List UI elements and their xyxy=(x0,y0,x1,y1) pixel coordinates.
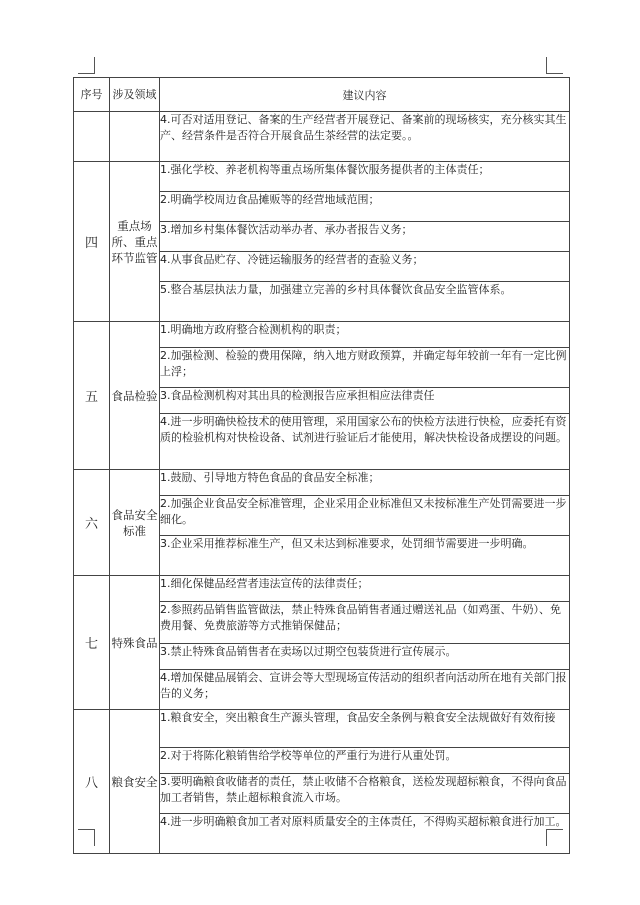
section-field: 重点场所、重点环节监管 xyxy=(110,162,160,322)
section-field: 特殊食品 xyxy=(110,576,160,710)
suggestion-item: 1.细化保健品经营者违法宣传的法律责任； xyxy=(160,576,570,602)
section-num xyxy=(74,112,110,162)
crop-mark-top-left xyxy=(78,57,95,74)
suggestion-item: 4.增加保健品展销会、宣讲会等大型现场宣传活动的组织者向活动所在地有关部门报告的义务； xyxy=(160,670,570,710)
section-field: 粮食安全 xyxy=(110,710,160,854)
section-num: 四 xyxy=(74,162,110,322)
section-num: 七 xyxy=(74,576,110,710)
suggestion-item: 2.加强检测、检验的费用保障，纳入地方财政预算，并确定每年较前一年有一定比例上浮； xyxy=(160,348,570,388)
suggestion-item: 2.参照药品销售监管做法，禁止特殊食品销售者通过赠送礼品（如鸡蛋、牛奶）、免费用餐、免费旅游等方式推销保健品； xyxy=(160,602,570,644)
section-field: 食品安全标准 xyxy=(110,470,160,576)
header-content: 建议内容 xyxy=(160,78,570,112)
suggestion-item: 2.明确学校周边食品摊贩等的经营地域范围； xyxy=(160,192,570,222)
table-row xyxy=(74,470,570,496)
table-row xyxy=(74,162,570,192)
table-row xyxy=(74,576,570,602)
table-row xyxy=(74,710,570,748)
suggestion-item: 1.明确地方政府整合检测机构的职责； xyxy=(160,322,570,348)
suggestion-item: 1.鼓励、引导地方特色食品的食品安全标准； xyxy=(160,470,570,496)
suggestion-item: 2.对于将陈化粮销售给学校等单位的严重行为进行从重处罚。 xyxy=(160,748,570,774)
header-field: 涉及领域 xyxy=(110,78,160,112)
suggestion-item: 3.要明确粮食收储者的责任，禁止收储不合格粮食，送检发现超标粮食，不得向食品加工者销售，禁止超标粮食流入市场。 xyxy=(160,774,570,814)
suggestion-item: 3.食品检测机构对其出具的检测报告应承担相应法律责任 xyxy=(160,388,570,414)
table-row xyxy=(74,112,570,162)
section-num: 六 xyxy=(74,470,110,576)
suggestion-item: 1.粮食安全，突出粮食生产源头管理，食品安全条例与粮食安全法规做好有效衔接 xyxy=(160,710,570,748)
suggestion-item: 1.强化学校、养老机构等重点场所集体餐饮服务提供者的主体责任； xyxy=(160,162,570,192)
section-field: 食品检验 xyxy=(110,322,160,470)
section-num: 五 xyxy=(74,322,110,470)
suggestion-item: 3.增加乡村集体餐饮活动举办者、承办者报告义务； xyxy=(160,222,570,252)
table-body xyxy=(74,112,570,854)
suggestion-item: 3.禁止特殊食品销售者在卖场以过期空包装货进行宣传展示。 xyxy=(160,644,570,670)
suggestion-table xyxy=(73,77,570,854)
suggestion-item: 2.加强企业食品安全标准管理，企业采用企业标准但又未按标准生产处罚需要进一步细化。 xyxy=(160,496,570,536)
suggestion-item: 5.整合基层执法力量，加强建立完善的乡村具体餐饮食品安全监管体系。 xyxy=(160,282,570,322)
table-header-row xyxy=(74,78,570,112)
suggestion-item: 4.可否对适用登记、备案的生产经营者开展登记、备案前的现场核实，充分核实其生产、经营条件是否符合开展食品生茶经营的法定要。。 xyxy=(160,112,570,162)
section-num: 八 xyxy=(74,710,110,854)
suggestion-item: 4.进一步明确粮食加工者对原料质量安全的主体责任，不得购买超标粮食进行加工。 xyxy=(160,814,570,854)
crop-mark-top-right xyxy=(546,57,563,74)
suggestion-item: 3.企业采用推荐标准生产，但又未达到标准要求，处罚细节需要进一步明确。 xyxy=(160,536,570,576)
suggestion-item: 4.进一步明确快检技术的使用管理，采用国家公布的快检方法进行快检，应委托有资质的检验机构对快检设备、试剂进行验证后才能使用，解决快检设备成摆设的问题。 xyxy=(160,414,570,470)
suggestion-item: 4.从事食品贮存、冷链运输服务的经营者的查验义务； xyxy=(160,252,570,282)
header-num: 序号 xyxy=(74,78,110,112)
table-row xyxy=(74,322,570,348)
section-field xyxy=(110,112,160,162)
